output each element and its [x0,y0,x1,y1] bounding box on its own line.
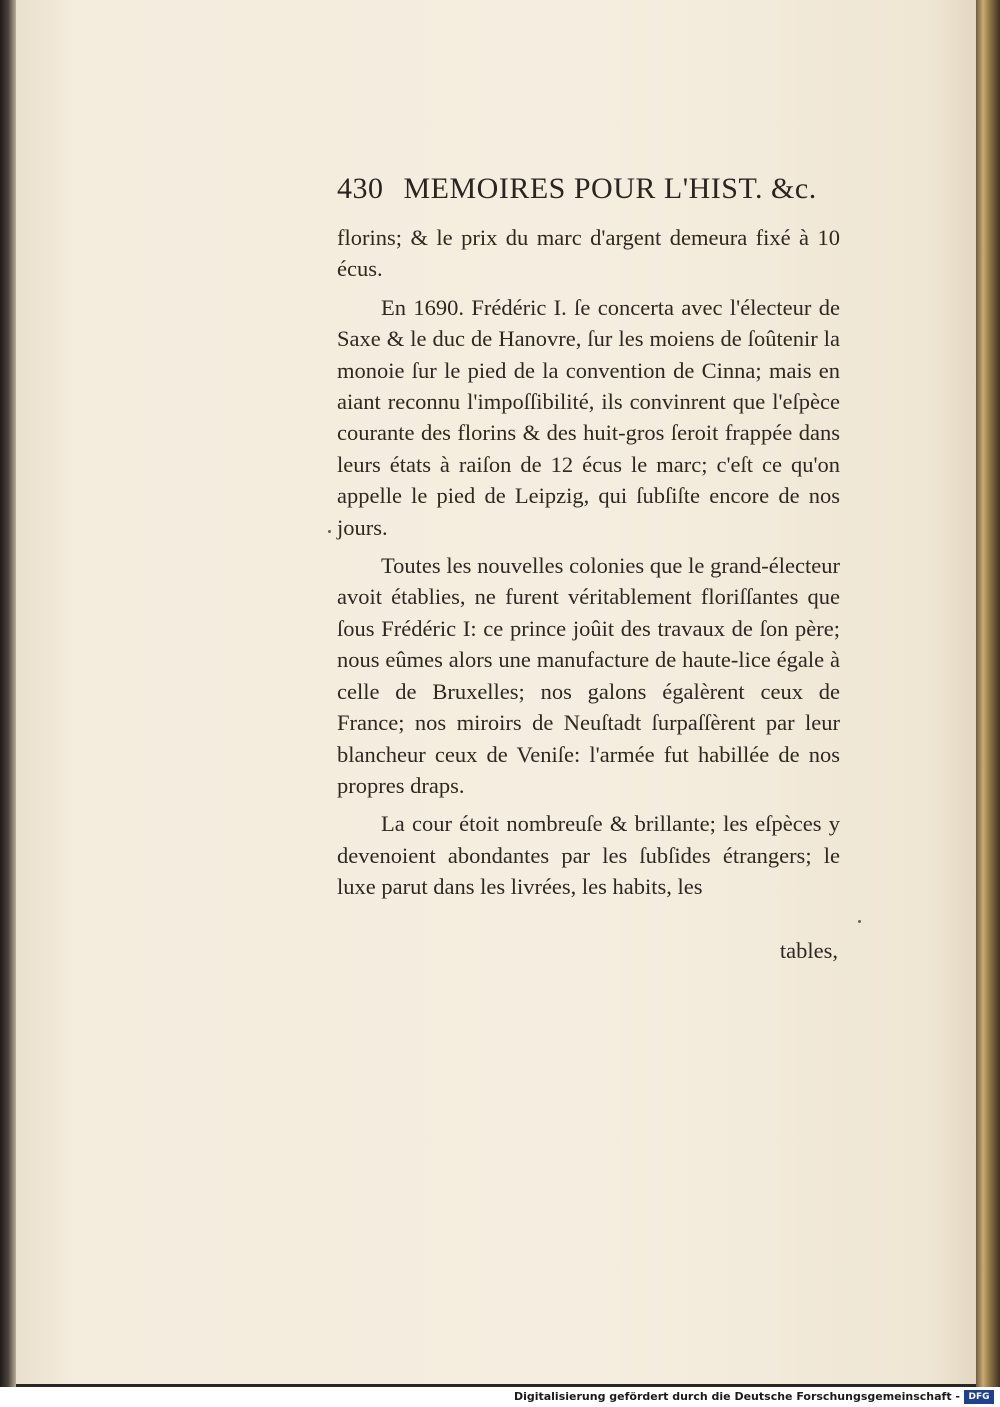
running-title: MEMOIRES POUR L'HIST. &c. [403,172,817,205]
catchword: tables, [779,938,838,963]
page-body [337,222,840,910]
dfg-logo-icon: DFG [964,1390,994,1404]
book-right-edge [976,0,1000,1387]
ink-dot [858,920,861,923]
paragraph-1: florins; & le prix du marc d'argent demeura fixé à 10 écus. [337,225,840,282]
paragraph-2: En 1690. Frédéric I. ſe concerta avec l'électeur de Saxe & le duc de Hanovre, ſur les moiens de ſoûtenir la monoie ſur le pied de la convention de Cinna; mais en aiant reconnu l'impoſſibilité, ils convinrent que l'eſpèce courante des florins & des huit-gros ſeroit frappée dans leurs états à raiſon de 12 écus le marc; c'eſt ce qu'on appelle le pied de Leipzig, qui ſubſiſte encore de nos jours. [337,294,840,540]
footer-bar [0,1387,1000,1407]
funding-credit: Digitalisierung gefördert durch die Deutsche Forschungsgemeinschaft - [513,1390,960,1403]
running-header [337,172,842,206]
paragraph-4: La cour étoit nombreuſe & brillante; les eſpèces y devenoient abondantes par les ſubſides étrangers; le luxe parut dans les livrées, les habits, les [337,811,840,900]
ink-dot [328,530,331,533]
book-left-edge [0,0,16,1387]
paragraph-3: Toutes les nouvelles colonies que le grand-électeur avoit établies, ne furent véritablement floriſſantes que ſous Frédéric I: ce prince joûit des travaux de ſon père; nous eûmes alors une manufacture de haute-lice égale à celle de Bruxelles; nos galons égalèrent ceux de France; nos miroirs de Neuſtadt ſurpaſſèrent par leur blancheur ceux de Veniſe: l'armée fut habillée de nos propres draps. [337,553,840,798]
page-number: 430 [337,172,384,205]
